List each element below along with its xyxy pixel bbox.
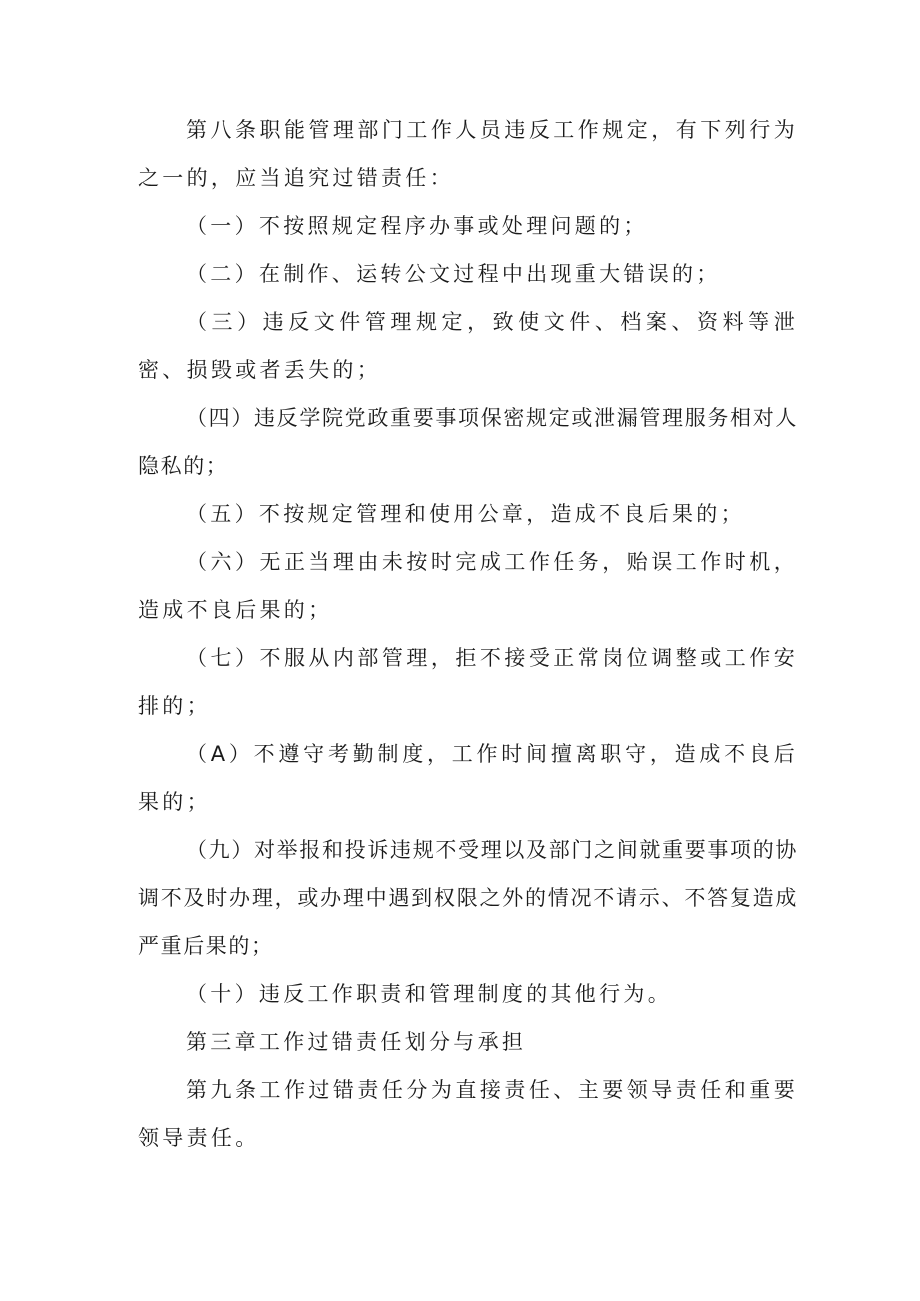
article-8-item-10: （十）违反工作职责和管理制度的其他行为。 xyxy=(186,982,672,1006)
article-8-item-2: （二）在制作、运转公文过程中出现重大错误的； xyxy=(186,262,721,286)
article-8-item-6: （六）无正当理由未按时完成工作任务，贻误工作时机，造成不良后果的； xyxy=(138,550,798,622)
article-8-item-8: （A）不遵守考勤制度，工作时间擅离职守，造成不良后果的； xyxy=(138,742,798,814)
article-8-item-4: （四）违反学院党政重要事项保密规定或泄漏管理服务相对人隐私的； xyxy=(138,406,798,478)
article-8-intro: 第八条职能管理部门工作人员违反工作规定，有下列行为之一的，应当追究过错责任： xyxy=(138,118,798,190)
article-8-item-1: （一）不按照规定程序办事或处理问题的； xyxy=(186,214,648,238)
article-8-item-3: （三）违反文件管理规定，致使文件、档案、资料等泄密、损毁或者丢失的； xyxy=(138,310,798,382)
article-9: 第九条工作过错责任分为直接责任、主要领导责任和重要领导责任。 xyxy=(138,1078,798,1150)
chapter-3-heading: 第三章工作过错责任划分与承担 xyxy=(186,1030,527,1054)
article-8-item-7: （七）不服从内部管理，拒不接受正常岗位调整或工作安排的； xyxy=(138,646,798,718)
article-8-item-9: （九）对举报和投诉违规不受理以及部门之间就重要事项的协调不及时办理，或办理中遇到权限之外的情况不请示、不答复造成严重后果的； xyxy=(138,838,798,958)
article-8-item-5: （五）不按规定管理和使用公章，造成不良后果的； xyxy=(186,502,745,526)
